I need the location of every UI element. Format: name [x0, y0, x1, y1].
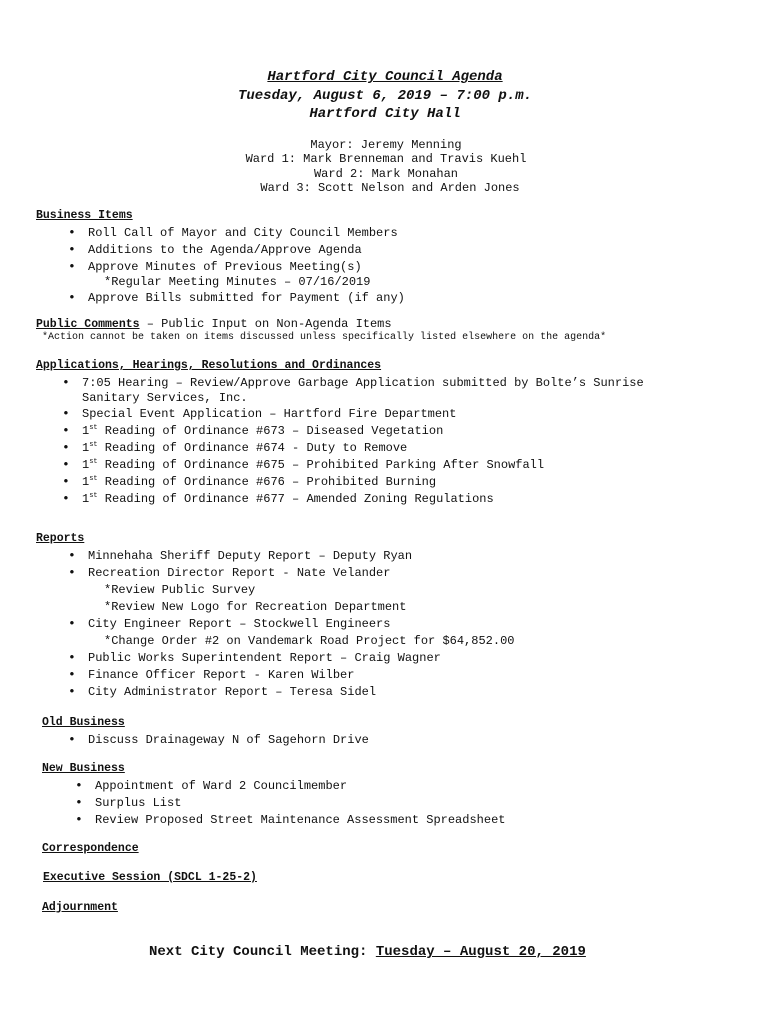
ordinance-item	[82, 458, 544, 472]
ward1-line: Ward 1: Mark Brenneman and Travis Kuehl	[245, 152, 527, 166]
next-meeting-line	[149, 944, 586, 960]
applications-heading: Applications, Hearings, Resolutions and Ordinances	[36, 359, 382, 372]
list-item: • Additions to the Agenda/Approve Agenda	[88, 243, 362, 257]
list-item: • City Administrator Report – Teresa Sidel	[88, 685, 376, 699]
list-item: • 7:05 Hearing – Review/Approve Garbage Application submitted by Bolte’s Sunrise	[82, 376, 644, 390]
ward2-line: Ward 2: Mark Monahan	[313, 167, 459, 181]
list-item: • Review Proposed Street Maintenance Assessment Spreadsheet	[95, 813, 505, 827]
ordinal-suffix: st	[89, 492, 98, 500]
ward3-line: Ward 3: Scott Nelson and Arden Jones	[260, 181, 520, 195]
ordinance-text: Reading of Ordinance #674 - Duty to Remove	[97, 441, 408, 455]
correspondence-heading: Correspondence	[42, 842, 139, 855]
list-item: • Minnehaha Sheriff Deputy Report – Deputy Ryan	[88, 549, 412, 563]
executive-session-heading: Executive Session (SDCL 1-25-2)	[43, 871, 257, 884]
agenda-title: Hartford City Council Agenda	[267, 69, 503, 85]
ordinal-number: 1	[82, 441, 90, 455]
list-item: • Approve Minutes of Previous Meeting(s)	[88, 260, 362, 274]
public-comments-text: – Public Input on Non-Agenda Items	[139, 317, 392, 331]
public-comments-line	[36, 317, 392, 331]
ordinance-item	[82, 492, 494, 506]
meeting-datetime: Tuesday, August 6, 2019 – 7:00 p.m.	[237, 88, 533, 104]
ordinance-item	[82, 441, 407, 455]
next-meeting-label: Next City Council Meeting:	[149, 944, 376, 960]
ordinance-text: Reading of Ordinance #675 – Prohibited Parking After Snowfall	[97, 458, 545, 472]
ordinance-text: Reading of Ordinance #677 – Amended Zoning Regulations	[97, 492, 494, 506]
ordinance-item	[82, 424, 443, 438]
list-item: • Recreation Director Report - Nate Velander	[88, 566, 390, 580]
ordinance-text: Reading of Ordinance #676 – Prohibited Burning	[97, 475, 437, 489]
ordinal-suffix: st	[89, 441, 98, 449]
list-item: • Finance Officer Report - Karen Wilber	[88, 668, 354, 682]
list-item: • Appointment of Ward 2 Councilmember	[95, 779, 347, 793]
list-item: • Roll Call of Mayor and City Council Members	[88, 226, 398, 240]
ordinal-number: 1	[82, 424, 90, 438]
list-subitem: *Regular Meeting Minutes – 07/16/2019	[104, 275, 371, 289]
list-item: • Special Event Application – Hartford Fire Department	[82, 407, 456, 421]
list-item-continued: Sanitary Services, Inc.	[82, 391, 248, 405]
action-note: *Action cannot be taken on items discussed unless specifically listed elsewhere on the agenda*	[42, 332, 607, 343]
list-item: • Approve Bills submitted for Payment (if any)	[88, 291, 405, 305]
ordinal-suffix: st	[89, 475, 98, 483]
list-subitem: *Change Order #2 on Vandemark Road Project for $64,852.00	[104, 634, 515, 648]
ordinance-item	[82, 475, 436, 489]
public-comments-heading: Public Comments	[36, 318, 140, 331]
list-subitem: *Review Public Survey	[104, 583, 256, 597]
list-item: • City Engineer Report – Stockwell Engineers	[88, 617, 390, 631]
new-business-heading: New Business	[42, 762, 125, 775]
ordinal-suffix: st	[89, 424, 98, 432]
list-item: • Surplus List	[95, 796, 181, 810]
business-items-heading: Business Items	[36, 209, 133, 222]
ordinal-number: 1	[82, 475, 90, 489]
list-subitem: *Review New Logo for Recreation Department	[104, 600, 407, 614]
mayor-line: Mayor: Jeremy Menning	[310, 138, 462, 152]
list-item: • Discuss Drainageway N of Sagehorn Drive	[88, 733, 369, 747]
reports-heading: Reports	[36, 532, 85, 545]
old-business-heading: Old Business	[42, 716, 125, 729]
ordinance-text: Reading of Ordinance #673 – Diseased Vegetation	[97, 424, 444, 438]
meeting-location: Hartford City Hall	[309, 106, 461, 122]
adjournment-heading: Adjournment	[42, 901, 118, 914]
list-item: • Public Works Superintendent Report – Craig Wagner	[88, 651, 441, 665]
next-meeting-date: Tuesday – August 20, 2019	[375, 944, 586, 960]
ordinal-number: 1	[82, 492, 90, 506]
ordinal-number: 1	[82, 458, 90, 472]
ordinal-suffix: st	[89, 458, 98, 466]
